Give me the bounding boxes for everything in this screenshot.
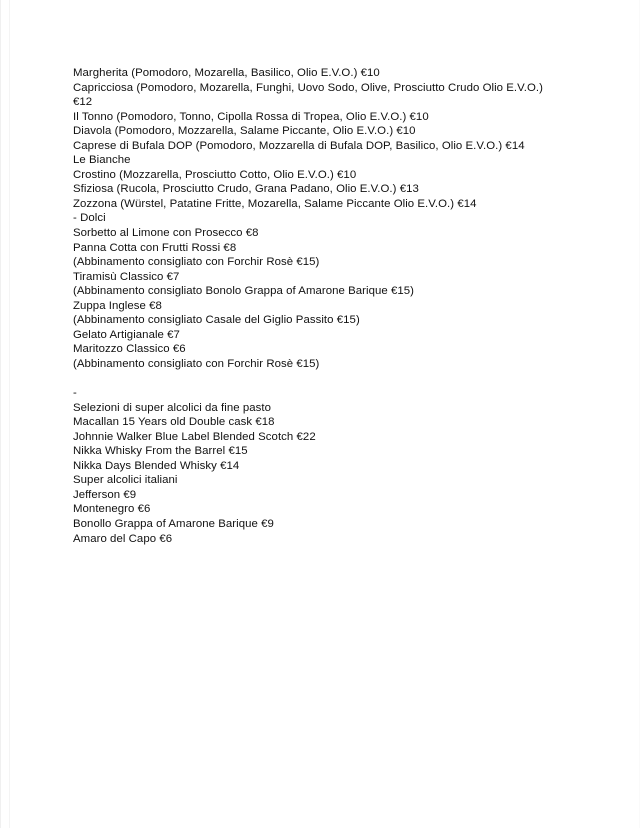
- page-edge-line: [9, 0, 10, 828]
- menu-line: Johnnie Walker Blue Label Blended Scotch €22: [73, 430, 316, 443]
- menu-line: (Abbinamento consigliato Bonolo Grappa of Amarone Barique €15): [73, 285, 415, 298]
- menu-line: Macallan 15 Years old Double cask €18: [73, 416, 275, 429]
- menu-line: Tiramisù Classico €7: [73, 270, 180, 283]
- menu-line: Selezioni di super alcolici da fine pasto: [73, 401, 271, 414]
- menu-line: Nikka Days Blended Whisky €14: [73, 459, 240, 472]
- menu-line: (Abbinamento consigliato Casale del Giglio Passito €15): [73, 314, 360, 327]
- menu-text-block: [73, 66, 573, 546]
- menu-line: (Abbinamento consigliato con Forchir Rosè €15): [73, 357, 320, 370]
- menu-line: Nikka Whisky From the Barrel €15: [73, 445, 248, 458]
- menu-line: €12: [73, 96, 93, 109]
- menu-line: Zozzona (Würstel, Patatine Fritte, Mozarella, Salame Piccante Olio E.V.O.) €14: [73, 197, 477, 210]
- menu-line: Il Tonno (Pomodoro, Tonno, Cipolla Rossa di Tropea, Olio E.V.O.) €10: [73, 110, 429, 123]
- menu-line: Margherita (Pomodoro, Mozarella, Basilico, Olio E.V.O.) €10: [73, 67, 380, 79]
- menu-line: Super alcolici italiani: [73, 474, 178, 487]
- menu-line: Crostino (Mozzarella, Prosciutto Cotto, Olio E.V.O.) €10: [73, 168, 357, 181]
- menu-line: Panna Cotta con Frutti Rossi €8: [73, 241, 237, 254]
- blank-line: [73, 371, 573, 386]
- menu-line: Amaro del Capo €6: [73, 532, 173, 545]
- menu-line: - Dolci: [73, 212, 106, 225]
- menu-line: Caprese di Bufala DOP (Pomodoro, Mozzarella di Bufala DOP, Basilico, Olio E.V.O.) €14: [73, 139, 525, 152]
- menu-line: Zuppa Inglese €8: [73, 299, 162, 312]
- menu-line: Montenegro €6: [73, 503, 151, 516]
- menu-line: Jefferson €9: [73, 488, 137, 501]
- menu-line: Maritozzo Classico €6: [73, 343, 186, 356]
- menu-line: Sfiziosa (Rucola, Prosciutto Crudo, Grana Padano, Olio E.V.O.) €13: [73, 183, 419, 196]
- menu-line: -: [73, 387, 77, 400]
- menu-line: Gelato Artigianale €7: [73, 328, 180, 341]
- menu-line: Bonollo Grappa of Amarone Barique €9: [73, 517, 274, 530]
- menu-line: Sorbetto al Limone con Prosecco €8: [73, 227, 259, 240]
- menu-line: Le Bianche: [73, 154, 131, 167]
- menu-line: Diavola (Pomodoro, Mozzarella, Salame Piccante, Olio E.V.O.) €10: [73, 125, 416, 138]
- menu-line: Capricciosa (Pomodoro, Mozarella, Funghi, Uovo Sodo, Olive, Prosciutto Crudo Olio E.V.O.): [73, 81, 543, 94]
- menu-line: (Abbinamento consigliato con Forchir Rosè €15): [73, 256, 320, 269]
